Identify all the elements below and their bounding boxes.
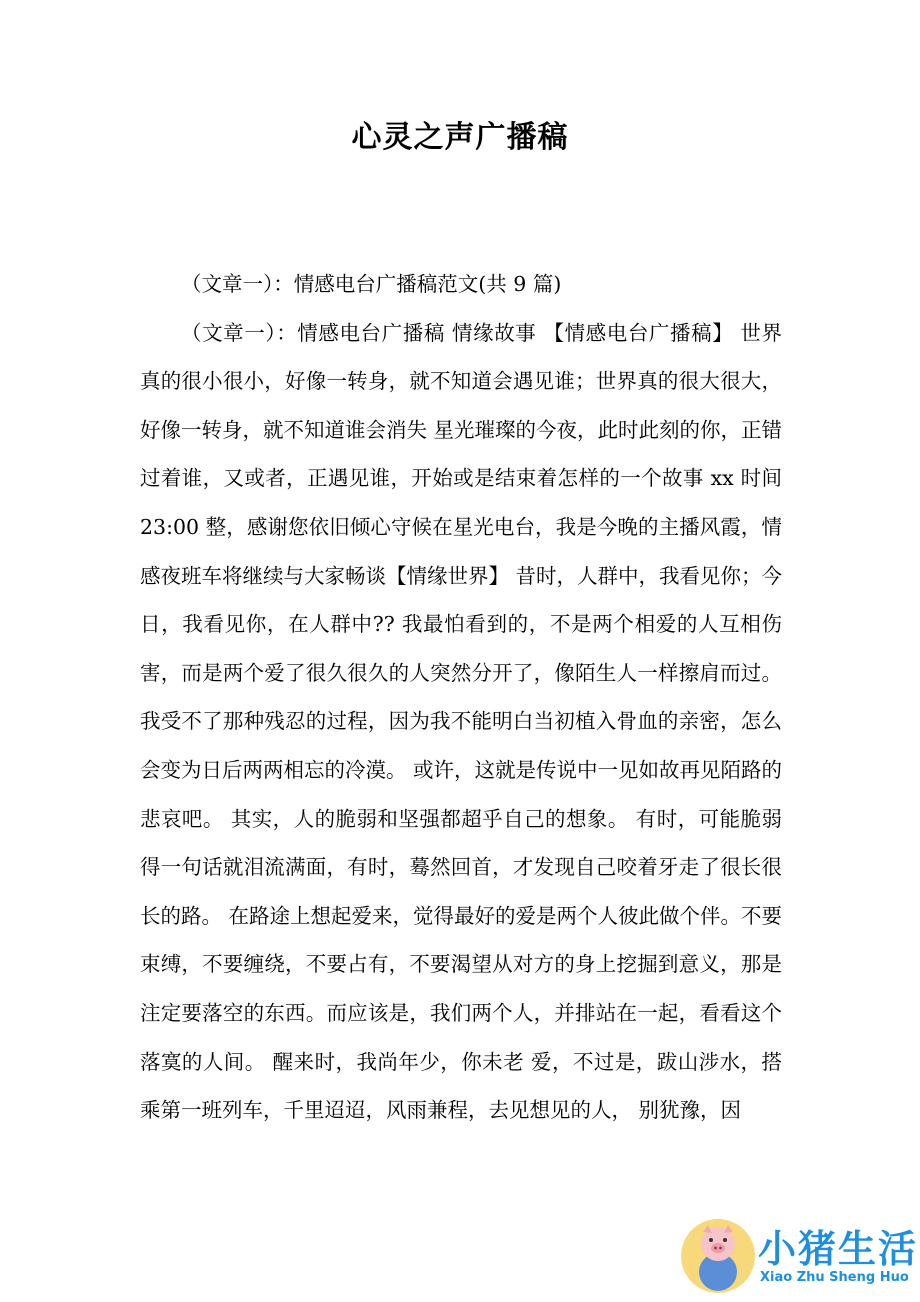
- paragraph-main: （文章一）：情感电台广播稿 情缘故事 【情感电台广播稿】 世界真的很小很小，好像一转身，就不知道会遇见谁；世界真的很大很大，好像一转身，就不知道谁会消失 星光璀璨的今夜，此时此刻的你，正错过着谁，又或者，正遇见谁，开始或是结束着怎样的一个故事 xx 时间 23:00 整，感谢您依旧倾心守候在星光电台，我是今晚的主播风霞，情感夜班车将继续与大家畅谈【情缘世界】 昔时，人群中，我看见你；今日，我看见你，在人群中?? 我最怕看到的，不是两个相爱的人互相伤害，而是两个爱了很久很久的人突然分开了，像陌生人一样擦肩而过。我受不了那种残忍的过程，因为我不能明白当初植入骨血的亲密，怎么会变为日后两两相忘的冷漠。 或许，这就是传说中一见如故再见陌路的悲哀吧。 其实，人的脆弱和坚强都超乎自己的想象。 有时，可能脆弱得一句话就泪流满面，有时，蓦然回首，才发现自己咬着牙走了很长很长的路。 在路途上想起爱来，觉得最好的爱是两个人彼此做个伴。不要束缚，不要缠绕，不要占有，不要渴望从对方的身上挖掘到意义，那是注定要落空的东西。而应该是，我们两个人，并排站在一起，看看这个落寞的人间。 醒来时，我尚年少，你未老 爱，不过是，跋山涉水，搭乘第一班列车，千里迢迢，风雨兼程，去见想见的人， 别犹豫，因: [140, 320, 783, 1123]
- paragraph-intro: （文章一）：情感电台广播稿范文(共 9 篇): [181, 272, 562, 296]
- watermark-brand-cn: 小猪生活: [758, 1227, 919, 1271]
- watermark-brand-en: Xiao Zhu Sheng Huo: [760, 1270, 909, 1285]
- page-title: 心灵之声广播稿: [351, 120, 569, 155]
- document-body: [140, 260, 782, 1135]
- watermark-logo: [678, 1214, 919, 1296]
- pig-mascot-icon: [678, 1214, 760, 1296]
